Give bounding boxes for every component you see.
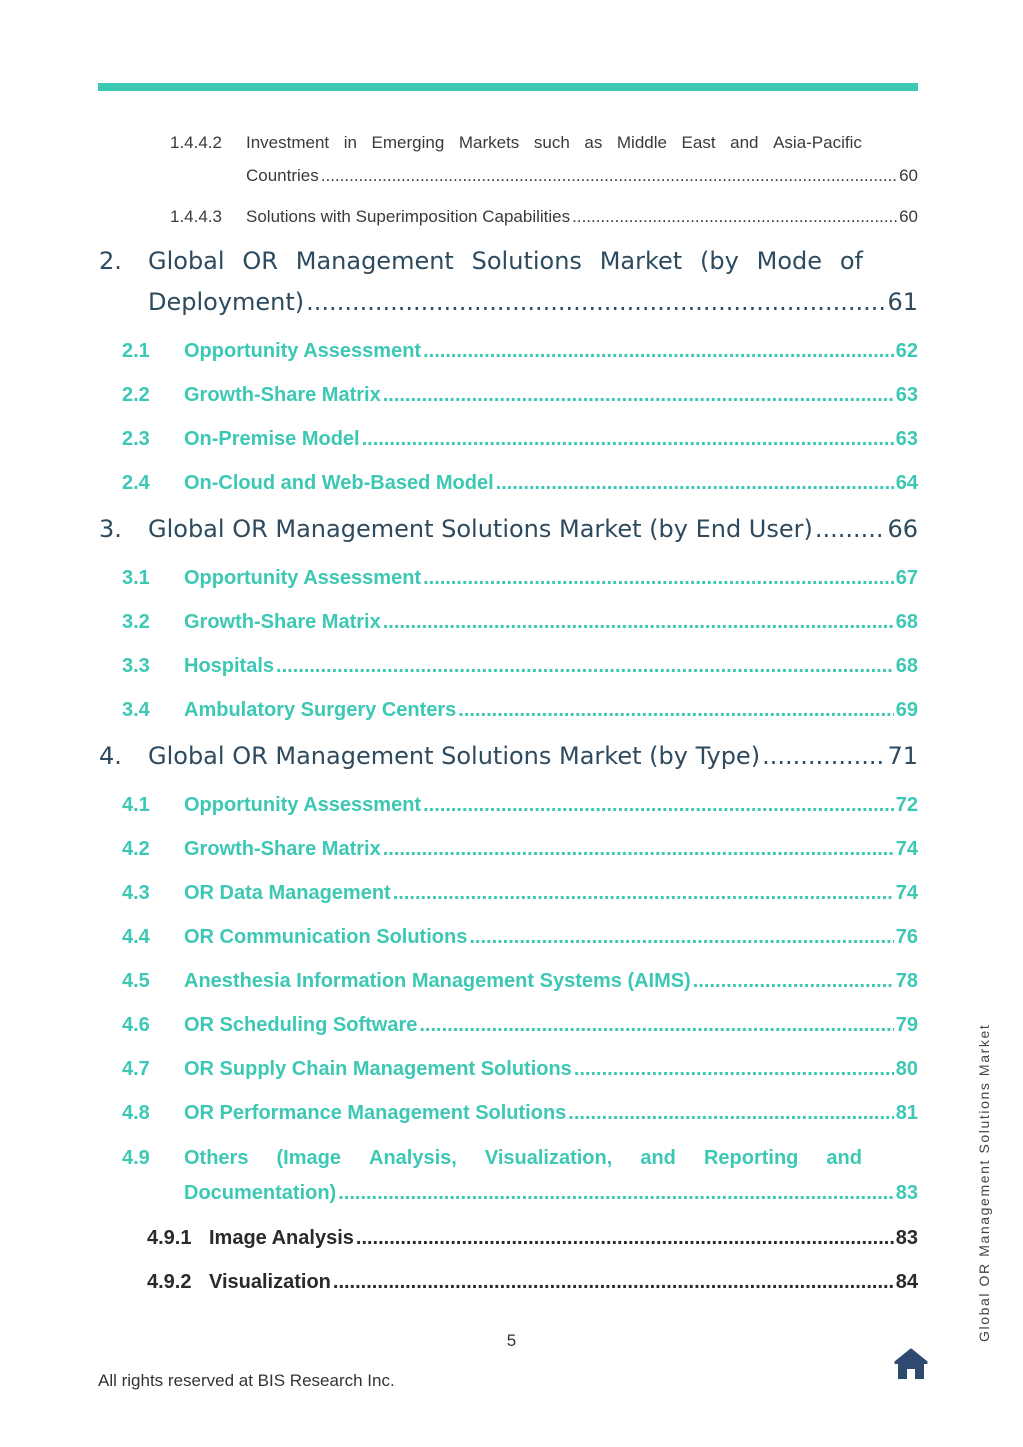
toc-leader-dots (568, 1102, 893, 1125)
toc-leader-dots (356, 1227, 894, 1250)
toc-entry-4-9-2[interactable] (147, 1271, 918, 1294)
toc-entry-title-line2: Countries (246, 166, 319, 185)
toc-leader-dots (423, 567, 894, 590)
toc-entry-page: 60 (899, 166, 918, 185)
toc-entry-page: 64 (895, 472, 918, 494)
toc-entry-page: 62 (895, 340, 918, 362)
toc-entry-title: Opportunity Assessment (184, 340, 422, 362)
toc-entry-number: 4.2 (122, 838, 150, 860)
toc-section-title: Global OR Management Solutions Market (by Type) (148, 742, 761, 770)
toc-entry-page: 84 (895, 1271, 918, 1293)
top-accent-bar (98, 83, 918, 91)
toc-section-2-cont[interactable] (148, 288, 918, 316)
toc-entry-title: OR Performance Management Solutions (184, 1102, 567, 1124)
toc-entry-page: 83 (895, 1182, 918, 1204)
toc-entry-number: 3.3 (122, 655, 150, 677)
toc-entry-number: 4.7 (122, 1058, 150, 1080)
toc-leader-dots (458, 699, 893, 722)
footer-copyright: All rights reserved at BIS Research Inc. (98, 1371, 395, 1390)
toc-leader-dots (419, 1014, 893, 1037)
toc-leader-dots (815, 515, 886, 543)
toc-entry-page: 68 (895, 655, 918, 677)
toc-section-page: 61 (887, 288, 918, 316)
toc-entry-number: 2.1 (122, 340, 150, 362)
toc-entry-number: 4.8 (122, 1102, 150, 1124)
toc-entry-page: 60 (899, 207, 918, 226)
toc-entry-number: 4.9.1 (147, 1227, 192, 1249)
toc-entry-title: Visualization (209, 1271, 331, 1293)
side-report-title: Global OR Management Solutions Market (976, 1023, 992, 1342)
toc-section-title: Global OR Management Solutions Market (by End User) (148, 515, 813, 543)
toc-leader-dots (362, 428, 894, 451)
toc-leader-dots (338, 1182, 894, 1205)
toc-entry-2-4[interactable] (122, 472, 918, 495)
toc-leader-dots (306, 288, 885, 316)
toc-entry-number: 4.5 (122, 970, 150, 992)
page-number: 5 (506, 1331, 517, 1350)
toc-leader-dots (393, 882, 894, 905)
toc-leader-dots (496, 472, 894, 495)
toc-entry-page: 79 (895, 1014, 918, 1036)
toc-section-title-line1: Global OR Management Solutions Market (by Mode of (148, 247, 863, 275)
toc-entry-page: 74 (895, 838, 918, 860)
toc-entry-title: Opportunity Assessment (184, 794, 422, 816)
toc-entry-title: Growth-Share Matrix (184, 384, 381, 406)
home-icon[interactable] (892, 1347, 930, 1381)
toc-entry-number: 4.4 (122, 926, 150, 948)
toc-entry-3-3[interactable] (122, 655, 918, 678)
toc-entry-1-4-4-2-cont[interactable] (246, 166, 918, 186)
toc-entry-title: Growth-Share Matrix (184, 611, 381, 633)
toc-entry-page: 63 (895, 384, 918, 406)
toc-entry-number: 4.9 (122, 1147, 150, 1169)
toc-entry-page: 76 (895, 926, 918, 948)
toc-entry-4-1[interactable] (122, 794, 918, 817)
toc-entry-page: 72 (895, 794, 918, 816)
toc-entry-page: 78 (895, 970, 918, 992)
toc-leader-dots (276, 655, 894, 678)
toc-entry-page: 81 (895, 1102, 918, 1124)
toc-entry-title-line1: Investment in Emerging Markets such as Middle East and Asia-Pacific (246, 133, 862, 152)
toc-entry-2-2[interactable] (122, 384, 918, 407)
toc-entry-page: 63 (895, 428, 918, 450)
toc-entry-title: Opportunity Assessment (184, 567, 422, 589)
toc-entry-title: OR Data Management (184, 882, 391, 904)
toc-entry-4-9-1[interactable] (147, 1227, 918, 1250)
toc-section-number: 2. (99, 247, 122, 275)
toc-entry-3-4[interactable] (122, 699, 918, 722)
toc-entry-page: 69 (895, 699, 918, 721)
toc-entry-title: Ambulatory Surgery Centers (184, 699, 457, 721)
toc-section-4[interactable] (99, 742, 918, 770)
toc-entry-4-5[interactable] (122, 970, 918, 993)
toc-entry-number: 4.6 (122, 1014, 150, 1036)
toc-section-title-line2: Deployment) (148, 288, 305, 316)
toc-entry-number: 2.3 (122, 428, 150, 450)
toc-entry-4-9[interactable] (122, 1147, 862, 1170)
toc-entry-number: 3.4 (122, 699, 150, 721)
toc-entry-title: Solutions with Superimposition Capabilities (246, 207, 571, 226)
toc-entry-title: On-Cloud and Web-Based Model (184, 472, 494, 494)
toc-entry-title-line1: Others (Image Analysis, Visualization, and Reporting and (184, 1147, 862, 1169)
toc-entry-4-2[interactable] (122, 838, 918, 861)
toc-leader-dots (469, 926, 893, 949)
toc-leader-dots (574, 1058, 894, 1081)
toc-entry-page: 83 (895, 1227, 918, 1249)
toc-entry-page: 74 (895, 882, 918, 904)
toc-leader-dots (693, 970, 894, 993)
toc-entry-number: 1.4.4.2 (170, 133, 222, 152)
toc-entry-title: Anesthesia Information Management Systems (AIMS) (184, 970, 691, 992)
toc-entry-4-9-cont[interactable] (184, 1182, 918, 1205)
toc-entry-number: 4.1 (122, 794, 150, 816)
toc-entry-title-line2: Documentation) (184, 1182, 337, 1204)
toc-leader-dots (423, 340, 894, 363)
toc-entry-number: 4.3 (122, 882, 150, 904)
toc-entry-2-1[interactable] (122, 340, 918, 363)
toc-entry-4-7[interactable] (122, 1058, 918, 1081)
toc-entry-4-3[interactable] (122, 882, 918, 905)
toc-entry-title: On-Premise Model (184, 428, 360, 450)
toc-entry-title: OR Scheduling Software (184, 1014, 418, 1036)
toc-entry-4-4[interactable] (122, 926, 918, 949)
toc-section-3[interactable] (99, 515, 918, 543)
toc-entry-page: 68 (895, 611, 918, 633)
toc-section-page: 66 (887, 515, 918, 543)
toc-entry-1-4-4-2[interactable] (170, 133, 862, 153)
toc-section-page: 71 (887, 742, 918, 770)
toc-entry-title: OR Supply Chain Management Solutions (184, 1058, 572, 1080)
toc-entry-4-6[interactable] (122, 1014, 918, 1037)
toc-entry-number: 4.9.2 (147, 1271, 192, 1293)
toc-leader-dots (423, 794, 894, 817)
toc-leader-dots (333, 1271, 894, 1294)
toc-entry-title: Growth-Share Matrix (184, 838, 381, 860)
toc-entry-3-1[interactable] (122, 567, 918, 590)
toc-entry-2-3[interactable] (122, 428, 918, 451)
toc-leader-dots (383, 384, 894, 407)
toc-leader-dots (762, 742, 885, 770)
toc-entry-1-4-4-3[interactable] (170, 207, 918, 227)
toc-entry-title: Hospitals (184, 655, 275, 677)
toc-entry-page: 67 (895, 567, 918, 589)
toc-section-2[interactable] (99, 247, 863, 275)
toc-entry-number: 3.2 (122, 611, 150, 633)
toc-leader-dots (572, 207, 897, 227)
toc-entry-number: 2.4 (122, 472, 150, 494)
toc-section-number: 4. (99, 742, 122, 770)
toc-entry-number: 3.1 (122, 567, 150, 589)
toc-leader-dots (383, 838, 894, 861)
toc-entry-number: 2.2 (122, 384, 150, 406)
toc-entry-title: Image Analysis (209, 1227, 354, 1249)
toc-entry-title: OR Communication Solutions (184, 926, 468, 948)
toc-entry-page: 80 (895, 1058, 918, 1080)
toc-entry-number: 1.4.4.3 (170, 207, 222, 226)
toc-leader-dots (321, 166, 897, 186)
toc-entry-3-2[interactable] (122, 611, 918, 634)
toc-entry-4-8[interactable] (122, 1102, 918, 1125)
toc-section-number: 3. (99, 515, 122, 543)
toc-leader-dots (383, 611, 894, 634)
